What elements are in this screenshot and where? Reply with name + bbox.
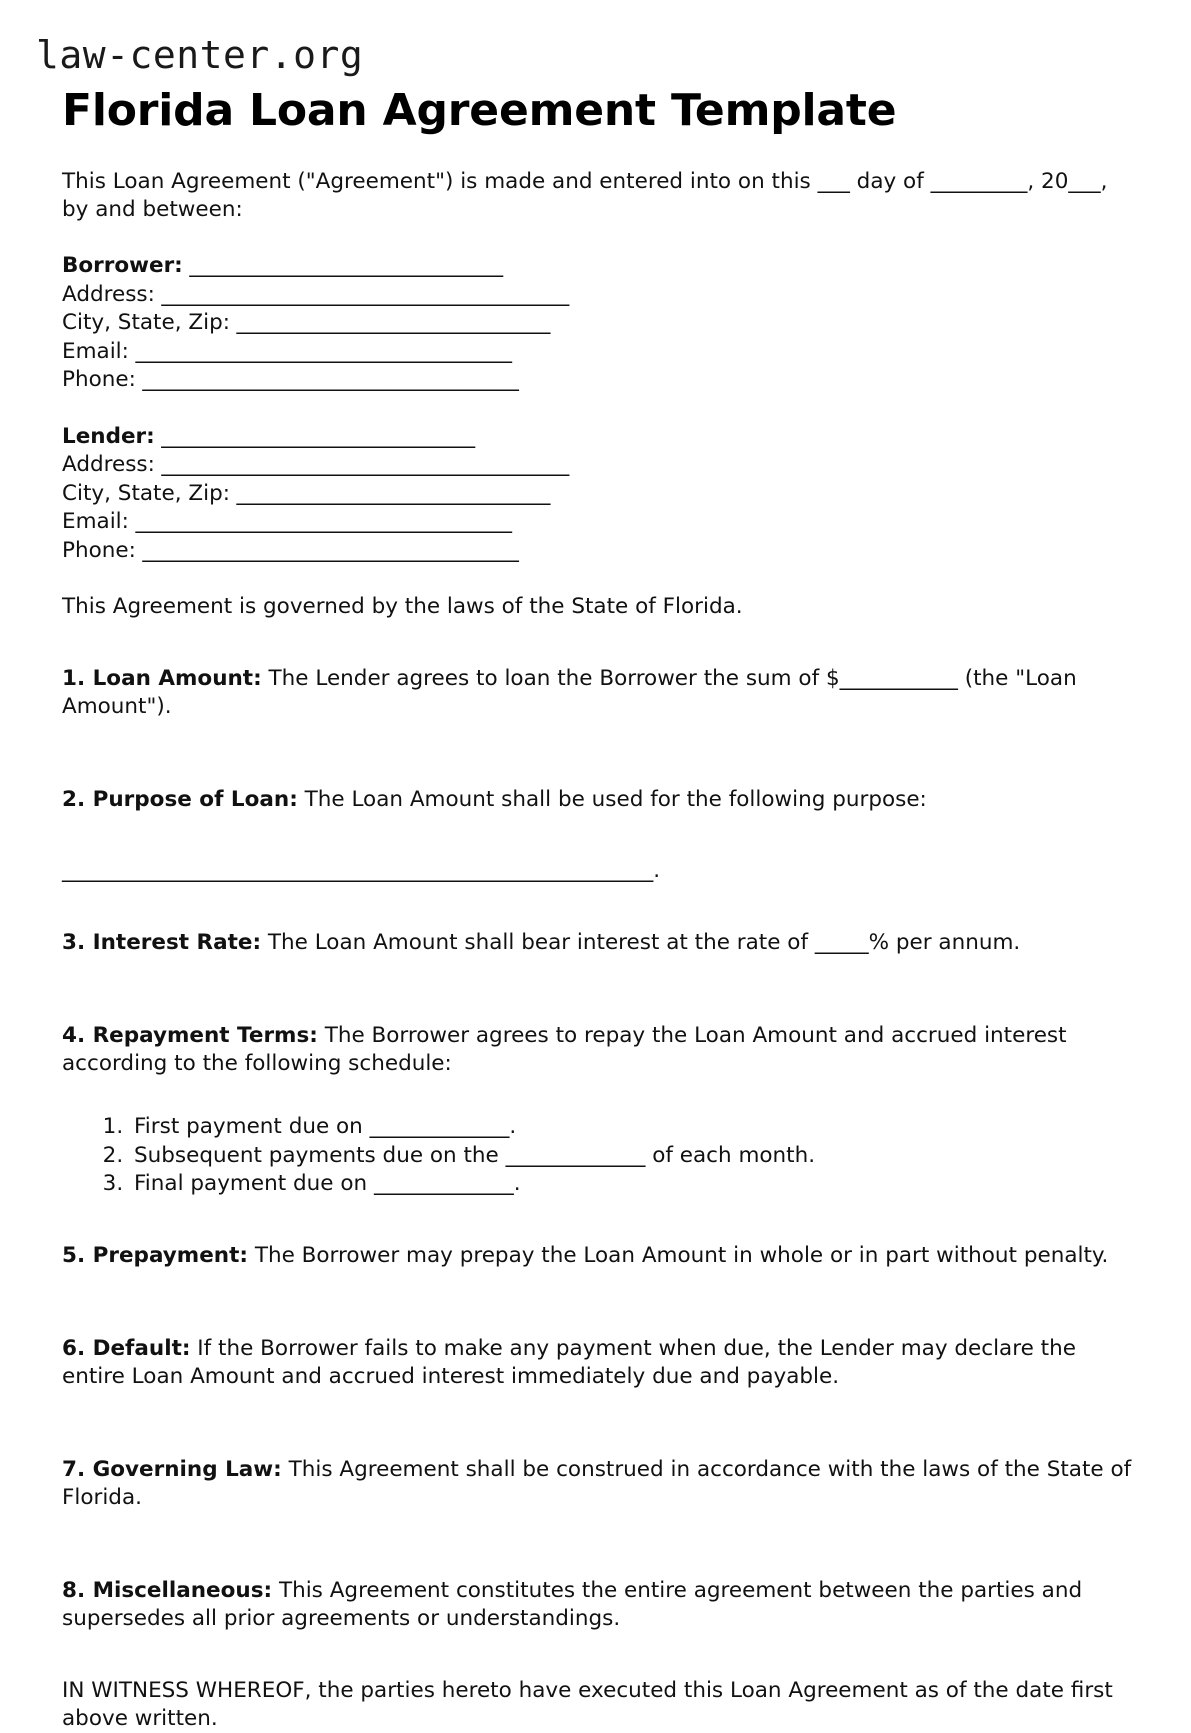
document-body xyxy=(62,168,1134,1733)
borrower-citystatezip-line xyxy=(62,309,1134,338)
borrower-address-blank: _______________________________________ xyxy=(154,281,569,307)
borrower-email-line xyxy=(62,338,1134,367)
section-3-body: The Loan Amount shall bear interest at the rate of _____% per annum. xyxy=(261,929,1021,955)
lender-citystatezip-blank: ______________________________ xyxy=(229,480,551,506)
lender-block xyxy=(62,423,1134,566)
section-3-interest-rate xyxy=(62,929,1134,957)
section-2-body: The Loan Amount shall be used for the following purpose: xyxy=(297,786,927,812)
spacer xyxy=(62,1534,1134,1556)
borrower-phone-line xyxy=(62,366,1134,395)
spacer xyxy=(62,835,1134,857)
section-5-body: The Borrower may prepay the Loan Amount in whole or in part without penalty. xyxy=(247,1243,1109,1268)
borrower-address-line xyxy=(62,281,1134,310)
borrower-name-line xyxy=(62,252,1134,281)
section-8-miscellaneous xyxy=(62,1577,1134,1633)
borrower-name-blank: ______________________________ xyxy=(182,253,503,278)
borrower-citystatezip-blank: ______________________________ xyxy=(229,310,551,335)
lender-phone-line xyxy=(62,537,1134,566)
spacer xyxy=(62,1413,1134,1435)
lender-label: Lender: xyxy=(62,423,155,449)
section-1-body: The Lender agrees to loan the Borrower the sum of $___________ (the "Loan Amount"). xyxy=(62,665,1077,719)
spacer xyxy=(62,224,1134,252)
spacer xyxy=(62,978,1134,1000)
borrower-phone-blank: ____________________________________ xyxy=(135,367,519,392)
lender-name-blank: ______________________________ xyxy=(154,423,475,449)
section-2-purpose-blank: _______________________________________________________. xyxy=(62,858,661,883)
lender-citystatezip-label: City, State, Zip: xyxy=(62,480,230,506)
borrower-citystatezip-label: City, State, Zip: xyxy=(62,310,230,335)
borrower-block xyxy=(62,252,1134,395)
section-1-loan-amount xyxy=(62,665,1134,721)
lender-email-label: Email: xyxy=(62,509,129,534)
section-3-number: 3. Interest Rate: xyxy=(62,929,262,955)
section-8-number: 8. Miscellaneous: xyxy=(62,1578,273,1603)
spacer xyxy=(62,1099,1134,1113)
section-2-number: 2. Purpose of Loan: xyxy=(62,786,298,812)
site-name: law-center.org xyxy=(36,33,364,77)
lender-address-blank: _______________________________________ xyxy=(154,452,569,477)
lender-citystatezip-line xyxy=(62,480,1134,509)
spacer xyxy=(62,742,1134,764)
section-4-number: 4. Repayment Terms: xyxy=(62,1022,318,1048)
borrower-email-label: Email: xyxy=(62,338,129,364)
intro-paragraph: This Loan Agreement ("Agreement") is made and entered into on this ___ day of _________, 20___, by and between: xyxy=(62,169,1108,222)
section-5-number: 5. Prepayment: xyxy=(62,1243,248,1268)
lender-address-line xyxy=(62,451,1134,480)
borrower-label: Borrower: xyxy=(62,253,183,278)
section-8-body: This Agreement constitutes the entire agreement between the parties and supersedes all prior agreements or understandings. xyxy=(62,1578,1083,1631)
section-6-number: 6. Default: xyxy=(62,1336,191,1361)
list-item: 1. First payment due on _____________. xyxy=(130,1113,1134,1142)
section-6-body: If the Borrower fails to make any payment when due, the Lender may declare the entire Loan Amount and accrued interest immediately due and payable. xyxy=(62,1336,1076,1389)
borrower-address-label: Address: xyxy=(62,281,155,307)
section-7-number: 7. Governing Law: xyxy=(62,1457,282,1482)
section-4-body: The Borrower agrees to repay the Loan Amount and accrued interest according to the following schedule: xyxy=(62,1022,1067,1076)
section-6-default xyxy=(62,1335,1134,1391)
section-2-purpose-of-loan xyxy=(62,786,1134,814)
spacer xyxy=(62,1655,1134,1677)
repayment-schedule-list xyxy=(62,1113,1134,1199)
section-7-governing-law xyxy=(62,1456,1134,1512)
spacer xyxy=(62,395,1134,423)
section-7-body: This Agreement shall be construed in accordance with the laws of the State of Florida. xyxy=(62,1457,1132,1510)
witness-clause: IN WITNESS WHEREOF, the parties hereto have executed this Loan Agreement as of the date first above written. xyxy=(62,1677,1113,1731)
page-title: Florida Loan Agreement Template xyxy=(62,85,897,136)
list-item: 2. Subsequent payments due on the _____________ of each month. xyxy=(130,1142,1134,1171)
spacer xyxy=(62,1199,1134,1221)
section-4-repayment-terms xyxy=(62,1022,1134,1078)
lender-email-line xyxy=(62,508,1134,537)
lender-email-blank: ____________________________________ xyxy=(128,509,512,534)
spacer xyxy=(62,565,1134,593)
lender-address-label: Address: xyxy=(62,452,155,477)
lender-phone-label: Phone: xyxy=(62,537,136,563)
spacer xyxy=(62,885,1134,907)
borrower-email-blank: ____________________________________ xyxy=(128,338,512,364)
spacer xyxy=(62,1292,1134,1314)
lender-name-line xyxy=(62,423,1134,452)
section-1-number: 1. Loan Amount: xyxy=(62,665,262,691)
lender-phone-blank: ____________________________________ xyxy=(135,537,519,563)
borrower-phone-label: Phone: xyxy=(62,367,136,392)
section-5-prepayment xyxy=(62,1242,1134,1270)
spacer xyxy=(62,621,1134,643)
list-item: 3. Final payment due on _____________. xyxy=(130,1170,1134,1199)
governing-law-statement: This Agreement is governed by the laws of the State of Florida. xyxy=(62,594,743,619)
